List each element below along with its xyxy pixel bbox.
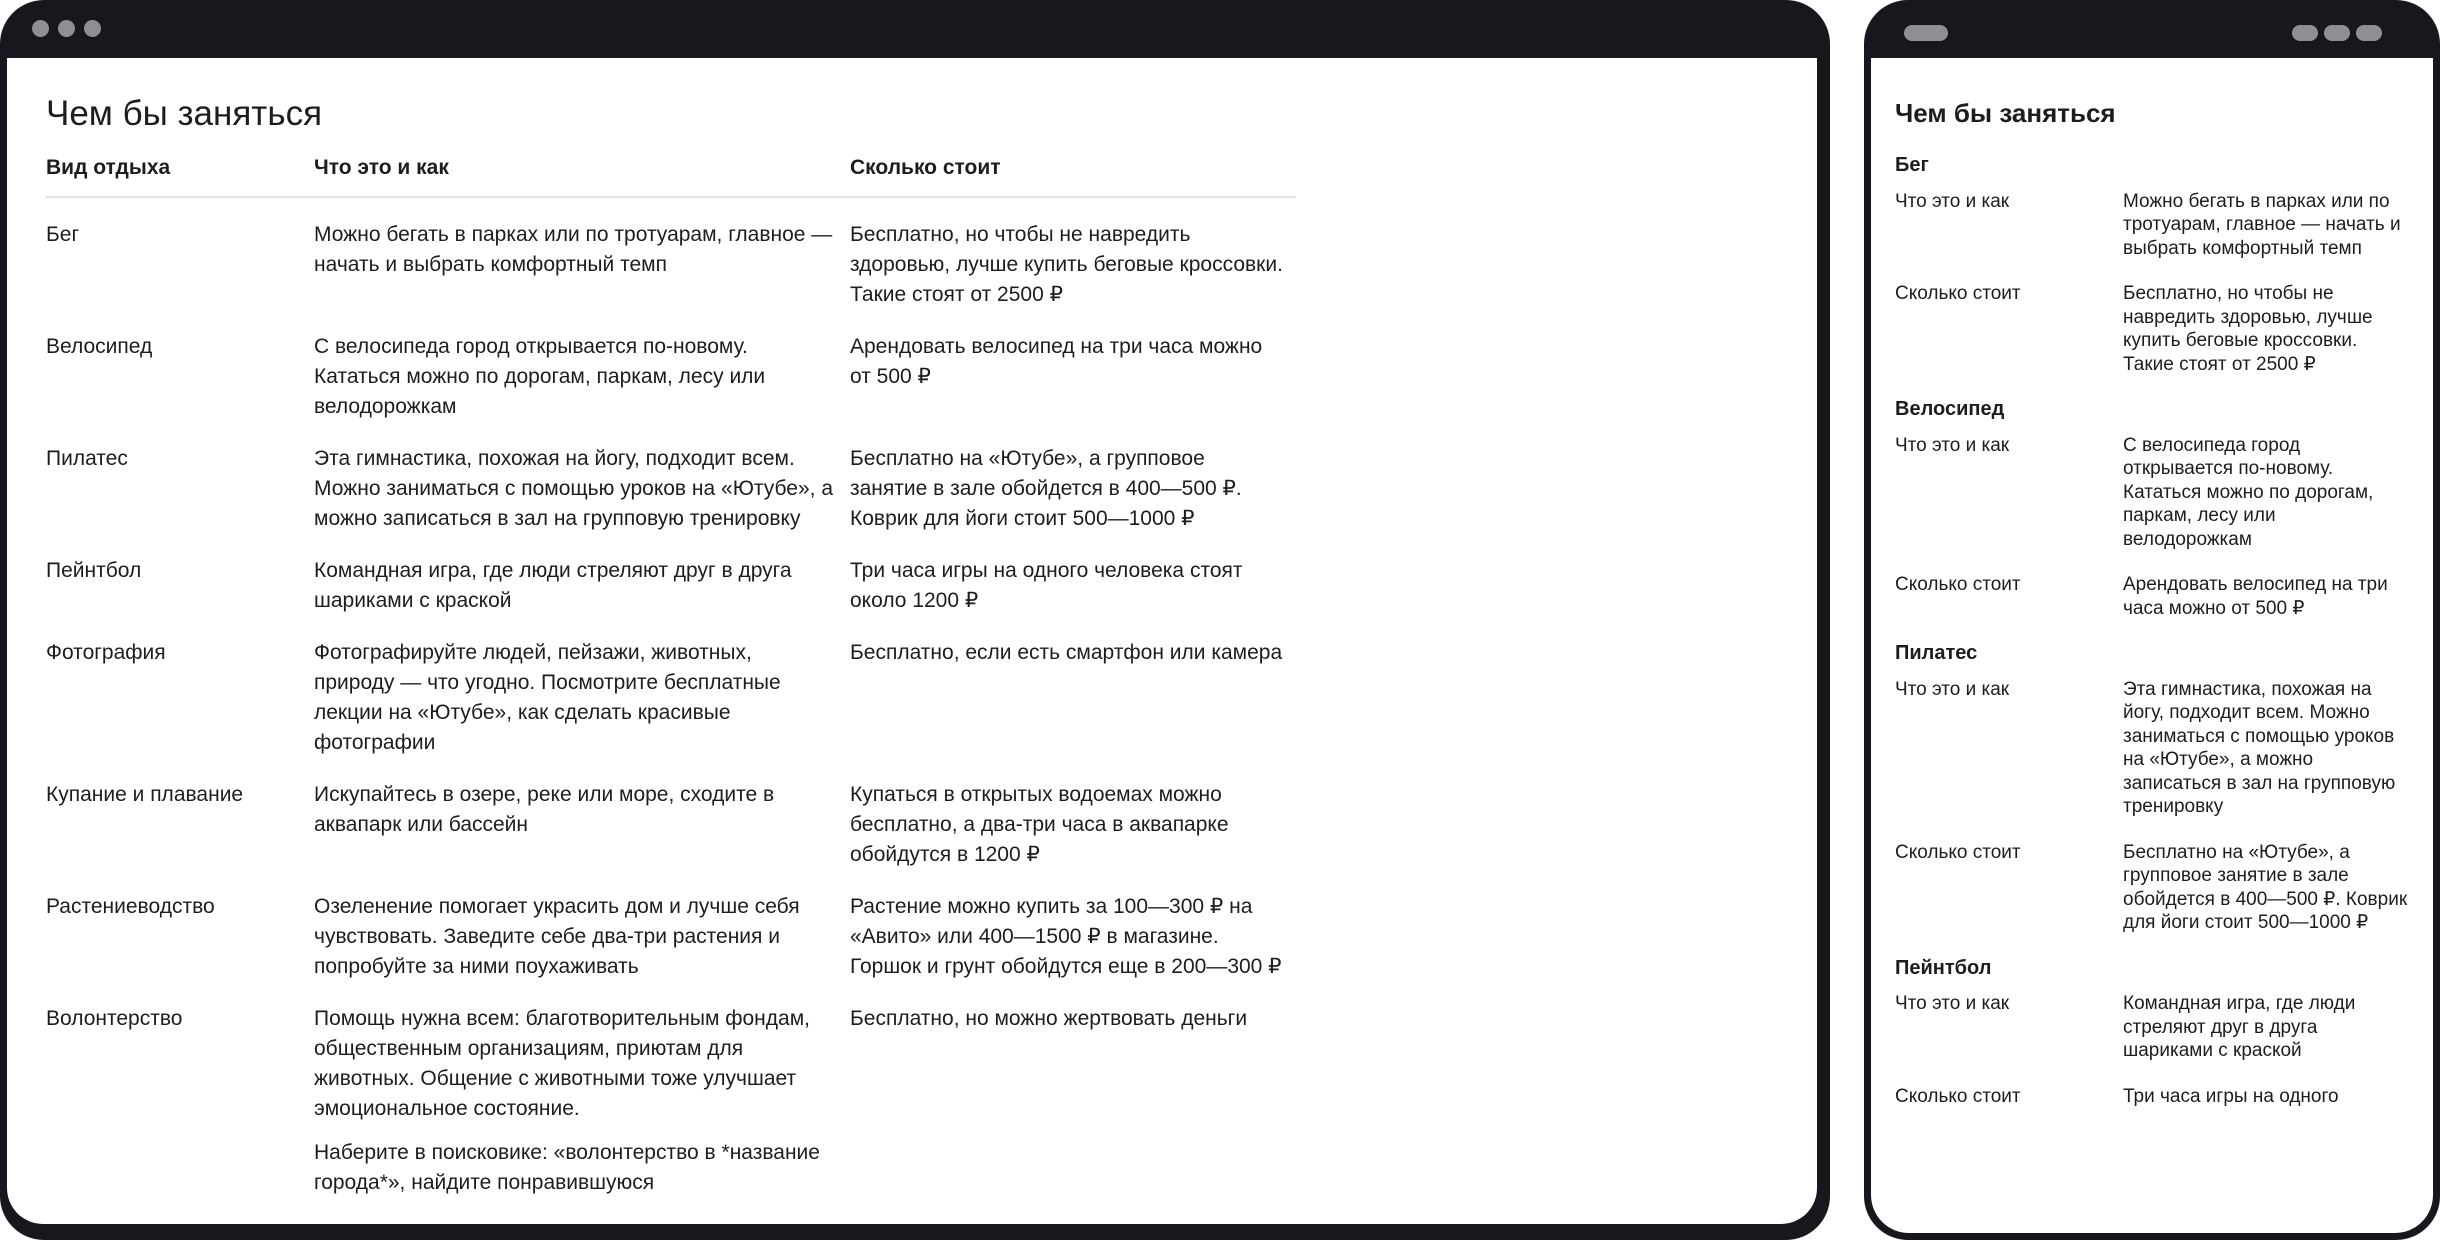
mobile-card-label: Что это и как [1895,434,2010,456]
mobile-card-label: Что это и как [1895,678,2010,700]
cell-what [314,892,850,982]
table-header [46,156,1296,198]
table-row [46,534,1296,616]
cell-what [314,556,850,616]
cell-cost: Бесплатно, но можно жертвовать деньги [850,1007,1248,1030]
cell-cost: Арендовать велосипед на три часа можно от 500 ₽ [850,335,1263,388]
mobile-card [1895,154,2415,376]
cell-cost: Бесплатно, но чтобы не навредить здоровью, лучше купить беговые кроссовки. Такие стоят от 2500 ₽ [850,223,1283,306]
table-row [46,616,1296,758]
cell-type: Растениеводство [46,895,215,918]
cell-type: Купание и плавание [46,783,244,806]
mobile-card [1895,398,2415,620]
mobile-card-value: Три часа игры на одного [2123,1085,2339,1107]
cell-type: Велосипед [46,335,153,358]
mobile-card-value: Бесплатно на «Ютубе», а групповое занятие в зале обойдется в 400—500 ₽. Коврик для йоги стоит 500—1000 ₽ [2123,841,2408,933]
header-what: Что это и как [314,156,449,179]
cell-what [314,332,850,422]
table-row [46,198,1296,310]
phone-chrome [1864,0,2440,58]
mobile-card-label: Что это и как [1895,993,2010,1014]
mobile-card-label: Сколько стоит [1895,1085,2021,1107]
cell-type: Пилатес [46,447,128,470]
mobile-card-label: Сколько стоит [1895,841,2021,863]
cell-what [314,780,850,870]
mobile-card-title: Пейнтбол [1895,956,1992,979]
table-row [46,982,1296,1198]
mobile-card-title: Велосипед [1895,398,2005,420]
mobile-phone-frame [1864,0,2440,1240]
table-row [46,758,1296,870]
table-row [46,422,1296,534]
cell-what-paragraph: Наберите в поисковике: «волонтерство в *название города*», найдите понравившуюся [314,1141,820,1194]
mobile-page-title: Чем бы заняться [1895,98,2116,128]
cell-cost: Растение можно купить за 100—300 ₽ на «Авито» или 400—1500 ₽ в магазине. Горшок и грунт обойдутся еще в 200—300 ₽ [850,895,1282,978]
cell-what [314,220,850,310]
phone-status-pill [1904,25,1948,41]
cell-cost: Бесплатно на «Ютубе», а групповое занятие в зале обойдется в 400—500 ₽. Коврик для йоги стоит 500—1000 ₽ [850,447,1242,530]
cell-what-paragraph: Эта гимнастика, похожая на йогу, подходит всем. Можно заниматься с помощью уроков на «Ютубе», а можно записаться в зал на групповую тренировку [314,447,834,530]
cell-cost: Три часа игры на одного человека стоят около 1200 ₽ [850,559,1243,612]
window-dot-close[interactable] [32,20,49,37]
mobile-card [1895,642,2415,935]
mobile-card-value: Командная игра, где люди стреляют друг в друга шариками с краской [2123,993,2356,1061]
window-dot-minimize[interactable] [58,20,75,37]
mobile-card-pair [1895,573,2415,620]
cell-type: Пейнтбол [46,559,142,582]
mobile-card-value: Арендовать велосипед на три часа можно от 500 ₽ [2123,574,2388,619]
mobile-card-value: Эта гимнастика, похожая на йогу, подходит всем. Можно заниматься с помощью уроков на «Ютубе», а можно записаться в зал на групповую тренировку [2123,678,2396,817]
activities-table [46,156,1296,1198]
cell-type: Фотография [46,641,166,664]
mobile-card-pair [1895,1085,2415,1109]
cell-what-paragraph: Командная игра, где люди стреляют друг в друга шариками с краской [314,559,792,612]
cell-what-paragraph: Помощь нужна всем: благотворительным фондам, общественным организациям, приютам для животных. Общение с животными тоже улучшает эмоциональное состояние. [314,1007,810,1120]
table-row [46,870,1296,982]
mobile-card-pair [1895,841,2415,935]
cell-what-paragraph: Искупайтесь в озере, реке или море, сходите в аквапарк или бассейн [314,783,775,836]
phone-status-dot [2356,25,2382,41]
cell-what-paragraph: Озеленение помогает украсить дом и лучше себя чувствовать. Заведите себе два-три растения и попробуйте за ними поухаживать [314,895,800,978]
mobile-screen [1871,58,2433,1233]
phone-status-dot [2292,25,2318,41]
mobile-card-title: Бег [1895,154,1929,176]
mobile-card-label: Сколько стоит [1895,574,2021,595]
window-dot-maximize[interactable] [84,20,101,37]
header-cost: Сколько стоит [850,156,1001,179]
page-title: Чем бы заняться [46,94,323,133]
mobile-card-label: Сколько стоит [1895,283,2021,304]
mobile-card-label: Что это и как [1895,190,2010,212]
mobile-card-pair [1895,282,2415,376]
mobile-card-pair [1895,190,2415,261]
cell-what-paragraph: Можно бегать в парках или по тротуарам, главное — начать и выбрать комфортный темп [314,223,833,276]
cell-cost: Бесплатно, если есть смартфон или камера [850,641,1283,664]
header-type: Вид отдыха [46,156,171,179]
desktop-screen [7,58,1817,1224]
table-row [46,310,1296,422]
mobile-card-pair [1895,678,2415,819]
mobile-card [1895,957,2415,1109]
mobile-card-value: С велосипеда город открывается по-новому. Кататься можно по дорогам, паркам, лесу или велодорожкам [2123,434,2374,550]
cell-type: Волонтерство [46,1007,183,1030]
cell-what-paragraph: Фотографируйте людей, пейзажи, животных, природу — что угодно. Посмотрите бесплатные лекции на «Ютубе», как сделать красивые фотографии [314,641,781,754]
browser-chrome [0,0,1830,58]
cell-what [314,444,850,534]
cell-what [314,638,850,758]
phone-status-dot [2324,25,2350,41]
cell-type: Бег [46,223,80,246]
mobile-card-list [1895,154,2415,1130]
cell-cost: Купаться в открытых водоемах можно бесплатно, а два-три часа в аквапарке обойдутся в 1200 ₽ [850,783,1229,866]
mobile-card-pair [1895,992,2415,1063]
mobile-card-pair [1895,434,2415,552]
mobile-card-value: Можно бегать в парках или по тротуарам, главное — начать и выбрать комфортный темп [2123,190,2401,259]
mobile-card-title: Пилатес [1895,642,1978,664]
mobile-card-value: Бесплатно, но чтобы не навредить здоровью, лучше купить беговые кроссовки. Такие стоят от 2500 ₽ [2123,283,2373,375]
cell-what-paragraph: С велосипеда город открывается по-новому. Кататься можно по дорогам, паркам, лесу или велодорожкам [314,335,766,418]
cell-what [314,1004,850,1198]
